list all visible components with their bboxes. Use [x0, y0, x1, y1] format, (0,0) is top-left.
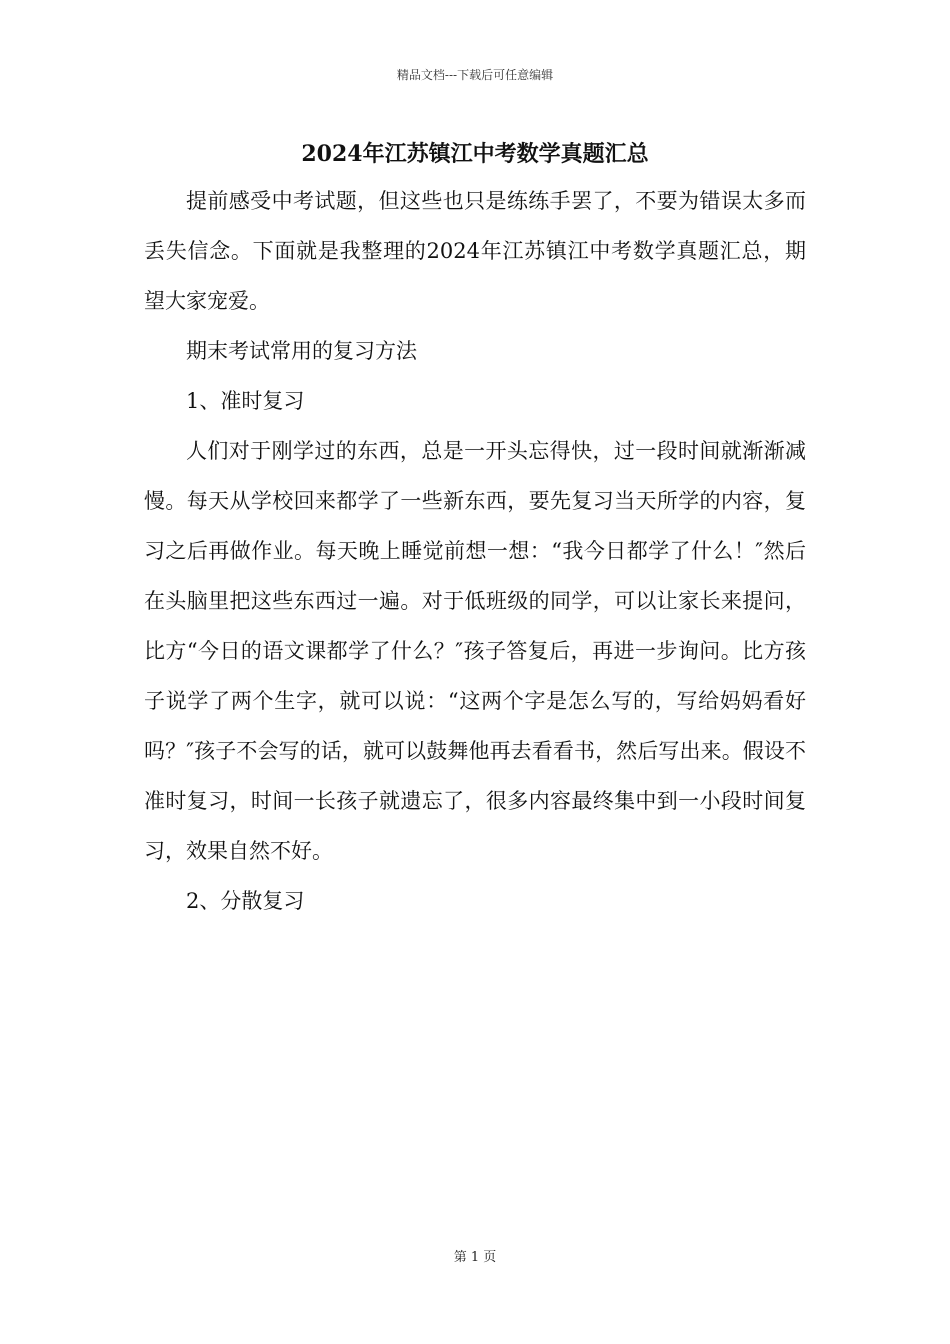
header-note: 精品文档---下载后可任意编辑 [396, 68, 554, 82]
page-number: 第 1 页 [453, 1250, 497, 1265]
paragraph-item-1-heading: 1、准时复习 [186, 389, 305, 413]
document-title: 2024年江苏镇江中考数学真题汇总 [301, 141, 649, 167]
paragraph-item-2-heading: 2、分散复习 [186, 889, 305, 913]
paragraph-intro: 提前感受中考试题，但这些也只是练练手罢了，不要为错误太多而丢失信念。下面就是我整理的2024年江苏镇江中考数学真题汇总，期望大家宠爱。 [144, 189, 806, 313]
paragraph-section-heading: 期末考试常用的复习方法 [186, 339, 417, 363]
paragraph-item-1-body: 人们对于刚学过的东西，总是一开头忘得快，过一段时间就渐渐减慢。每天从学校回来都学了一些新东西，要先复习当天所学的内容，复习之后再做作业。每天晚上睡觉前想一想：“我今日都学了什么！″然后在头脑里把这些东西过一遍。对于低班级的同学，可以让家长来提问，比方“今日的语文课都学了什么？″孩子答复后，再进一步询问。比方孩子说学了两个生字，就可以说：“这两个字是怎么写的，写给妈妈看好吗？″孩子不会写的话，就可以鼓舞他再去看看书，然后写出来。假设不准时复习，时间一长孩子就遗忘了，很多内容最终集中到一小段时间复习，效果自然不好。 [144, 439, 806, 863]
document-body [144, 176, 806, 926]
